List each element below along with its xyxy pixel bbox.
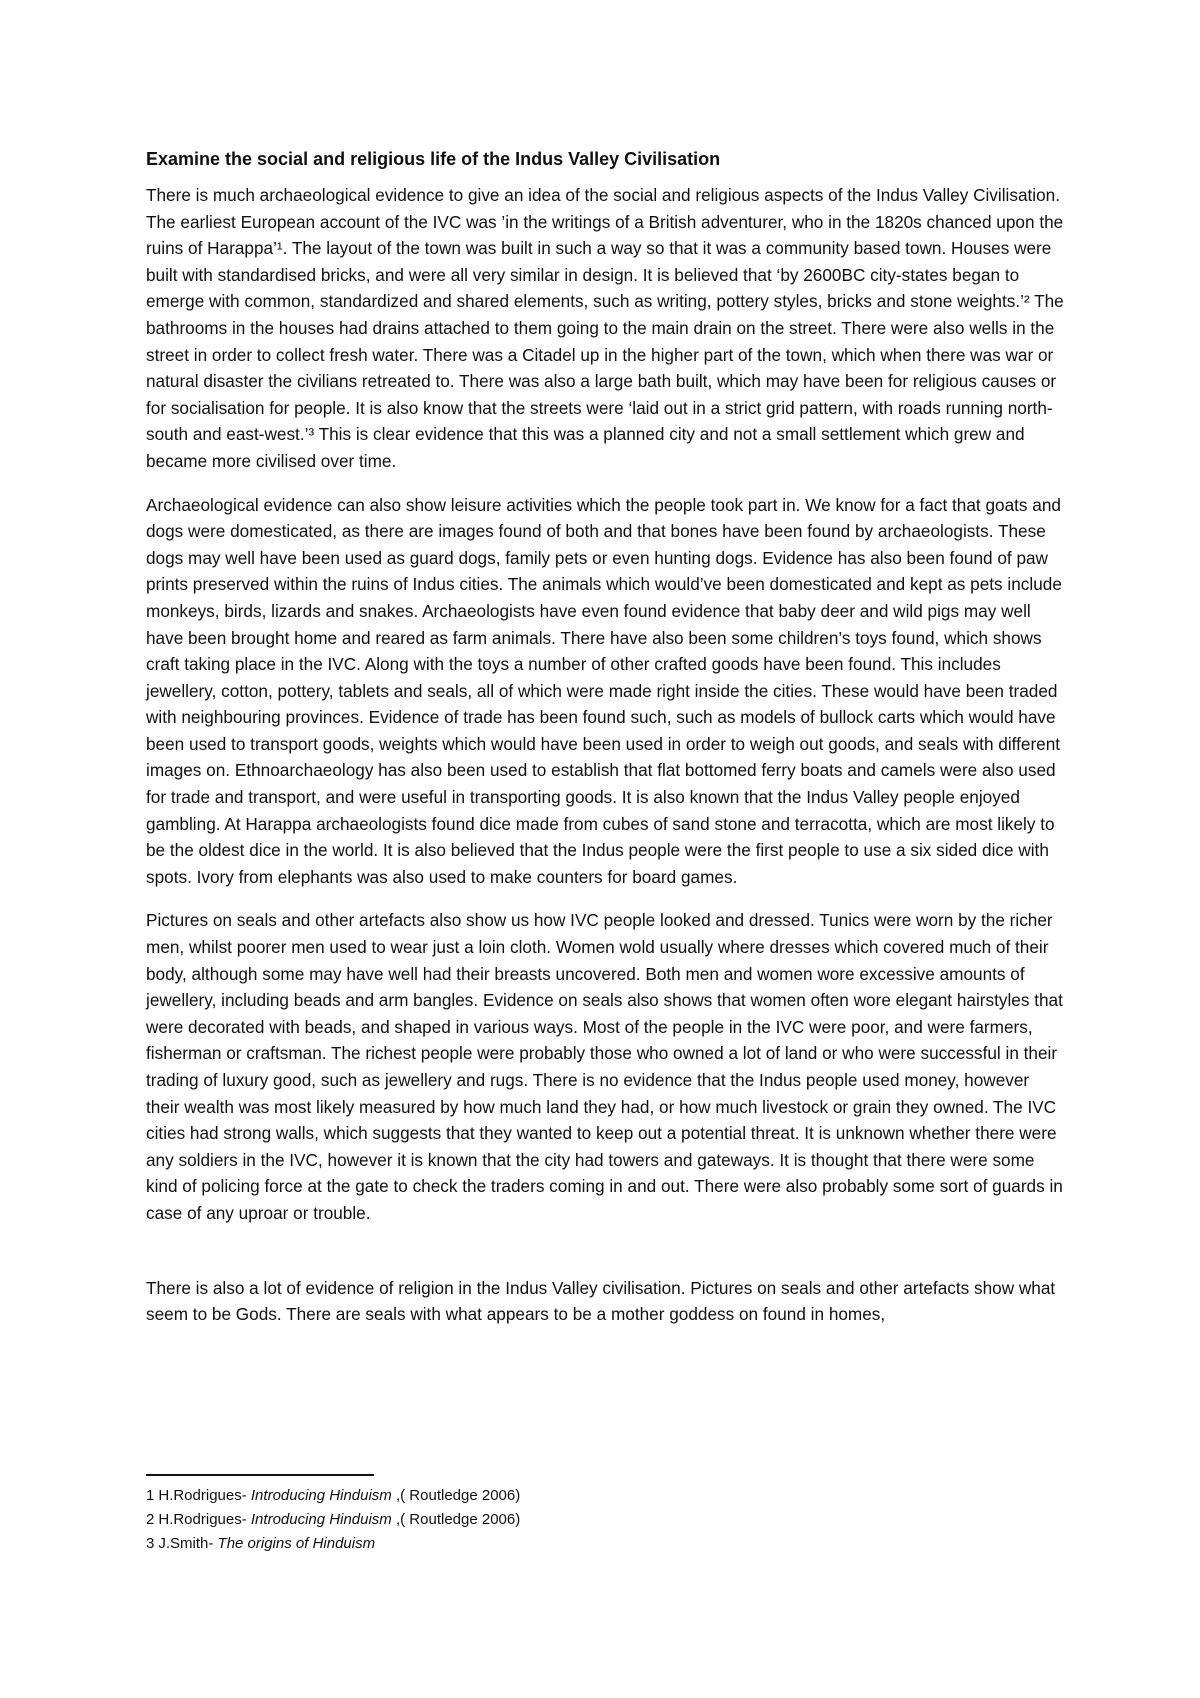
footnote-number: 1: [146, 1487, 155, 1504]
document-title: Examine the social and religious life of the Indus Valley Civilisation: [146, 149, 721, 169]
footnote-author: H.Rodrigues-: [158, 1487, 247, 1504]
footnote-number: 2: [146, 1511, 155, 1528]
footnote-separator: [146, 1474, 374, 1476]
footnote-author: J.Smith-: [158, 1535, 214, 1552]
paragraph-dress-and-society: Pictures on seals and other artefacts also show us how IVC people looked and dressed. Tunics were worn by the richer men, whilst poorer men used to wear just a loin cloth. Women wold usually where dresses which covered much of their body, although some may have well had their breasts uncovered. Both men and women wore excessive amounts of jewellery, including beads and arm bangles. Evidence on seals also shows that women often wore elegant hairstyles that were decorated with beads, and shaped in various ways. Most of the people in the IVC were poor, and were farmers, fisherman or craftsman. The richest people were probably those who owned a lot of land or who were successful in their trading of luxury good, such as jewellery and rugs. There is no evidence that the Indus people used money, however their wealth was most likely measured by how much land they had, or how much livestock or grain they owned. The IVC cities had strong walls, which suggests that they wanted to keep out a potential threat. It is unknown whether there were any soldiers in the IVC, however it is known that the city had towers and gateways. It is thought that there were some kind of policing force at the gate to check the traders coming in and out. There were also probably some sort of guards in case of any uproar or trouble.: [146, 910, 1063, 1223]
footnote-number: 3: [146, 1535, 155, 1552]
footnote-item: [146, 1508, 846, 1532]
footnote-work: Introducing Hinduism: [250, 1487, 392, 1504]
paragraph-leisure-activities: Archaeological evidence can also show leisure activities which the people took part in. We know for a fact that goats and dogs were domesticated, as there are images found of both and that bones have been found by archaeologists. These dogs may well have been used as guard dogs, family pets or even hunting dogs. Evidence has also been found of paw prints preserved within the ruins of Indus cities. The animals which would’ve been domesticated and kept as pets include monkeys, birds, lizards and snakes. Archaeologists have even found evidence that baby deer and wild pigs may well have been brought home and reared as farm animals. There have also been some children’s toys found, which shows craft taking place in the IVC. Along with the toys a number of other crafted goods have been found. This includes jewellery, cotton, pottery, tablets and seals, all of which were made right inside the cities. These would have been traded with neighbouring provinces. Evidence of trade has been found such, such as models of bullock carts which would have been used to transport goods, weights which would have been used in order to weigh out goods, and seals with different images on. Ethnoarchaeology has also been used to establish that flat bottomed ferry boats and camels were also used for trade and transport, and were useful in transporting goods. It is also known that the Indus Valley people enjoyed gambling. At Harappa archaeologists found dice made from cubes of sand stone and terracotta, which are most likely to be the oldest dice in the world. It is also believed that the Indus people were the first people to use a six sided dice with spots. Ivory from elephants was also used to make counters for board games.: [146, 494, 1062, 887]
document-body: [146, 146, 1064, 1345]
paragraph-religion: There is also a lot of evidence of religion in the Indus Valley civilisation. Pictures on seals and other artefacts show what seem to be Gods. There are seals with what appears to be a mother goddess on found in homes,: [146, 1277, 1056, 1325]
footnote-author: H.Rodrigues-: [158, 1511, 247, 1528]
footnote-work: Introducing Hinduism: [250, 1511, 392, 1528]
footnote-item: [146, 1532, 846, 1556]
footnote-work: The origins of Hinduism: [217, 1535, 376, 1552]
footnote-details: ,( Routledge 2006): [395, 1511, 521, 1528]
footnote-details: ,( Routledge 2006): [395, 1487, 521, 1504]
footnotes: [146, 1474, 846, 1556]
paragraph-town-layout: There is much archaeological evidence to give an idea of the social and religious aspects of the Indus Valley Civilisation. The earliest European account of the IVC was ’in the writings of a British adventurer, who in the 1820s chanced upon the ruins of Harappa’¹. The layout of the town was built in such a way so that it was a community based town. Houses were built with standardised bricks, and were all very similar in design. It is believed that ‘by 2600BC city-states began to emerge with common, standardized and shared elements, such as writing, pottery styles, bricks and stone weights.’² The bathrooms in the houses had drains attached to them going to the main drain on the street. There were also wells in the street in order to collect fresh water. There was a Citadel up in the higher part of the town, which when there was war or natural disaster the civilians retreated to. There was also a large bath built, which may have been for religious causes or for socialisation for people. It is also know that the streets were ‘laid out in a strict grid pattern, with roads running north-south and east-west.’³ This is clear evidence that this was a planned city and not a small settlement which grew and became more civilised over time.: [146, 185, 1064, 471]
footnote-item: [146, 1484, 846, 1508]
